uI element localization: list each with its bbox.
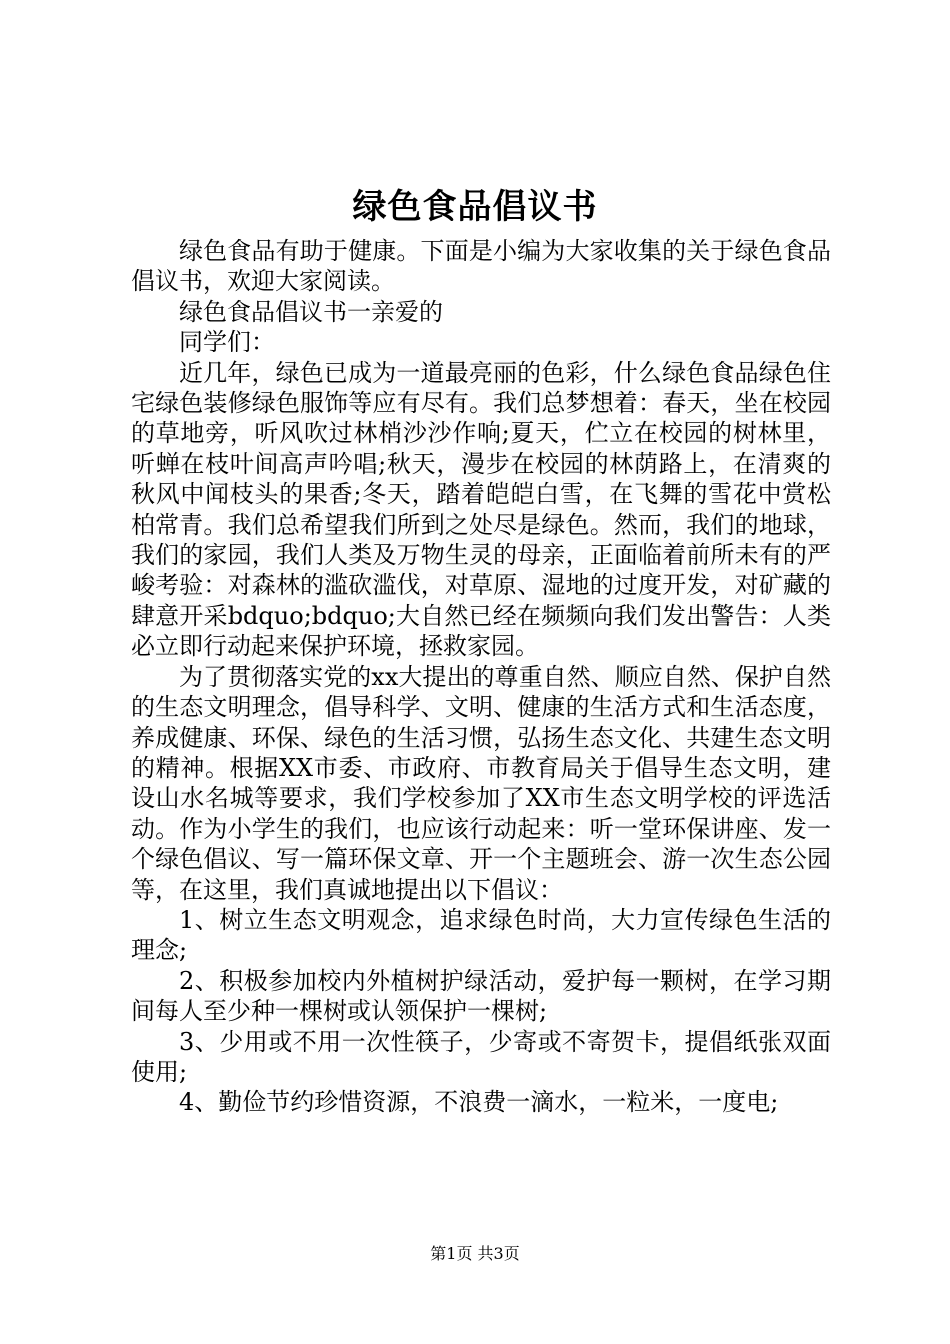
paragraph-salutation: 同学们： bbox=[179, 328, 275, 357]
proposal-item-1: 1、树立生态文明观念，追求绿色时尚，大力宣传绿色生活的理念; bbox=[131, 905, 831, 965]
page-number-footer: 第1页 共3页 bbox=[430, 1244, 520, 1263]
proposal-item-3: 3、少用或不用一次性筷子，少寄或不寄贺卡，提倡纸张双面使用; bbox=[131, 1027, 831, 1086]
paragraph-body-1: 近几年，绿色已成为一道最亮丽的色彩，什么绿色食品绿色住宅绿色装修绿色服饰等应有尽有。我们总梦想着：春天，坐在校园的草地旁，听风吹过林梢沙沙作响;夏天，伫立在校园的树林里，听蝉在枝叶间高声吟唱;秋天，漫步在校园的林荫路上，在清爽的秋风中闻枝头的果香;冬天，踏着皑皑白雪，在飞舞的雪花中赏松柏常青。我们总希望我们所到之处尽是绿色。然而，我们的地球，我们的家园，我们人类及万物生灵的母亲，正面临着前所未有的严峻考验：对森林的滥砍滥伐，对草原、湿地的过度开发，对矿藏的肆意开采bdquo;bdquo;大自然已经在频频向我们发出警告：人类必立即行动起来保护环境，拯救家园。 bbox=[131, 358, 831, 661]
document-body bbox=[131, 236, 831, 1118]
proposal-item-2: 2、积极参加校内外植树护绿活动，爱护每一颗树，在学习期间每人至少种一棵树或认领保护一棵树; bbox=[131, 966, 831, 1026]
paragraph-body-2: 为了贯彻落实党的xx大提出的尊重自然、顺应自然、保护自然的生态文明理念，倡导科学、文明、健康的生活方式和生活态度，养成健康、环保、绿色的生活习惯，弘扬生态文化、共建生态文明的精神。根据XX市委、市政府、市教育局关于倡导生态文明，建设山水名城等要求，我们学校参加了XX市生态文明学校的评选活动。作为小学生的我们，也应该行动起来：听一堂环保讲座、发一个绿色倡议、写一篇环保文章、开一个主题班会、游一次生态公园等，在这里，我们真诚地提出以下倡议： bbox=[131, 662, 831, 904]
paragraph-intro: 绿色食品有助于健康。下面是小编为大家收集的关于绿色食品倡议书，欢迎大家阅读。 bbox=[131, 237, 831, 296]
paragraph-heading: 绿色食品倡议书一亲爱的 bbox=[179, 297, 443, 326]
document-title: 绿色食品倡议书 bbox=[352, 187, 598, 227]
proposal-item-4: 4、勤俭节约珍惜资源，不浪费一滴水，一粒米，一度电; bbox=[179, 1088, 779, 1117]
